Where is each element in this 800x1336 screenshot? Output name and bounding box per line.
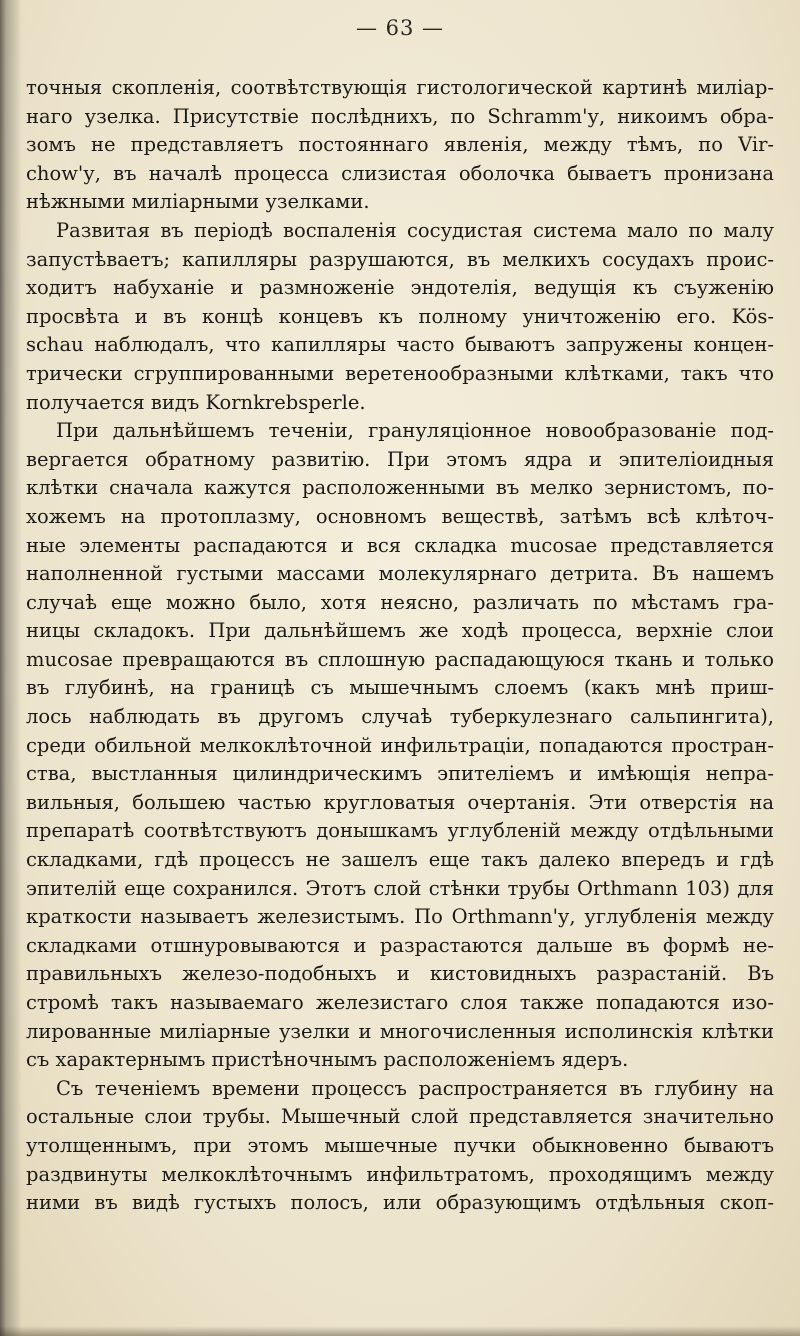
- text-line: mucosae превращаются въ сплошную распадающуюся ткань и только: [26, 647, 774, 671]
- body-text: [26, 74, 774, 1218]
- text-line: точныя скопленія, соотвѣтствующія гистологической картинѣ миліар-: [26, 76, 774, 99]
- text-line: Развитая въ періодѣ воспаленія сосудистая система мало по малу: [56, 218, 774, 242]
- text-line: наполненной густыми массами молекулярнаго детрита. Въ нашемъ: [26, 562, 774, 586]
- text-line: трически сгруппированными веретенообразными клѣтками, такъ что: [26, 361, 774, 385]
- text-line: эпителій еще сохранился. Этотъ слой стѣнки трубы Orthmann 103) для: [26, 876, 774, 900]
- text-line: нѣжными миліарными узелками.: [26, 190, 370, 214]
- text-line: вергается обратному развитію. При этомъ ядра и эпителіоидныя: [26, 447, 774, 471]
- text-line: ними въ видѣ густыхъ полосъ, или образующимъ отдѣльныя скоп-: [26, 1191, 774, 1215]
- page-number: — 63 —: [355, 16, 445, 40]
- text-line: schau наблюдалъ, что капилляры часто бываютъ запружены концен-: [26, 333, 774, 357]
- text-line: съ характернымъ пристѣночнымъ расположеніемъ ядеръ.: [26, 1048, 629, 1072]
- text-line: краткости называетъ железистымъ. По Orthmann'у, углубленія между: [26, 905, 774, 929]
- text-line: случаѣ еще можно было, хотя неясно, различать по мѣстамъ гра-: [26, 590, 774, 614]
- text-line: стромѣ такъ называемаго железистаго слоя также попадаются изо-: [26, 991, 774, 1014]
- text-line: Съ теченіемъ времени процессъ распространяется въ глубину на: [56, 1076, 774, 1100]
- text-line: хожемъ на протоплазму, основномъ веществѣ, затѣмъ всѣ клѣточ-: [26, 504, 774, 528]
- text-line: При дальнѣйшемъ теченіи, грануляціонное новообразованіе под-: [56, 419, 774, 443]
- text-line: остальные слои трубы. Мышечный слой представляется значительно: [26, 1105, 774, 1129]
- text-line: лированные миліарные узелки и многочисленныя исполинскія клѣтки: [26, 1019, 774, 1043]
- text-line: лось наблюдать въ другомъ случаѣ туберкулезнаго сальпингита),: [26, 705, 774, 729]
- text-line: раздвинуты мелкоклѣточнымъ инфильтратомъ, проходящимъ между: [26, 1162, 774, 1186]
- text-line: ходитъ набуханіе и размноженіе эндотелія, ведущія къ съуженію: [26, 276, 774, 300]
- text-line: наго узелка. Присутствіе послѣднихъ, по Schramm'у, никоимъ обра-: [26, 104, 774, 128]
- text-line: запустѣваетъ; капилляры разрушаются, въ мелкихъ сосудахъ проис-: [26, 247, 774, 271]
- text-line: ства, выстланныя цилиндрическимъ эпителіемъ и имѣющія непра-: [26, 762, 774, 786]
- text-line: просвѣта и въ концѣ концевъ къ полному уничтоженію его. Kös-: [26, 304, 774, 328]
- text-line: правильныхъ железо-подобныхъ и кистовидныхъ разрастаній. Въ: [26, 962, 774, 986]
- text-line: въ глубинѣ, на границѣ съ мышечнымъ слоемъ (какъ мнѣ приш-: [26, 676, 774, 700]
- page-bottom-edge: [0, 1326, 800, 1336]
- text-line: утолщеннымъ, при этомъ мышечные пучки обыкновенно бываютъ: [26, 1133, 774, 1157]
- text-line: вильныя, большею частью кругловатыя очертанія. Эти отверстія на: [26, 790, 774, 814]
- text-line: ные элементы распадаются и вся складка mucosae представляется: [26, 533, 774, 557]
- text-line: среди обильной мелкоклѣточной инфильтраціи, попадаются простран-: [26, 733, 774, 757]
- text-line: chow'у, въ началѣ процесса слизистая оболочка бываетъ пронизана: [26, 161, 774, 185]
- text-line: клѣтки сначала кажутся расположенными въ мелко зернистомъ, по-: [26, 476, 774, 500]
- text-line: складками, гдѣ процессъ не зашелъ еще такъ далеко впередъ и гдѣ: [26, 848, 774, 872]
- text-line: зомъ не представляетъ постояннаго явленія, между тѣмъ, по Vir-: [26, 133, 774, 157]
- text-line: ницы складокъ. При дальнѣйшемъ же ходѣ процесса, верхніе слои: [26, 619, 774, 643]
- text-line: получается видъ Kornkrebsperle.: [26, 390, 366, 414]
- text-line: складками отшнуровываются и разрастаются дальше въ формѣ не-: [26, 933, 774, 957]
- text-line: препаратѣ соотвѣтствуютъ донышкамъ углубленій между отдѣльными: [26, 819, 774, 843]
